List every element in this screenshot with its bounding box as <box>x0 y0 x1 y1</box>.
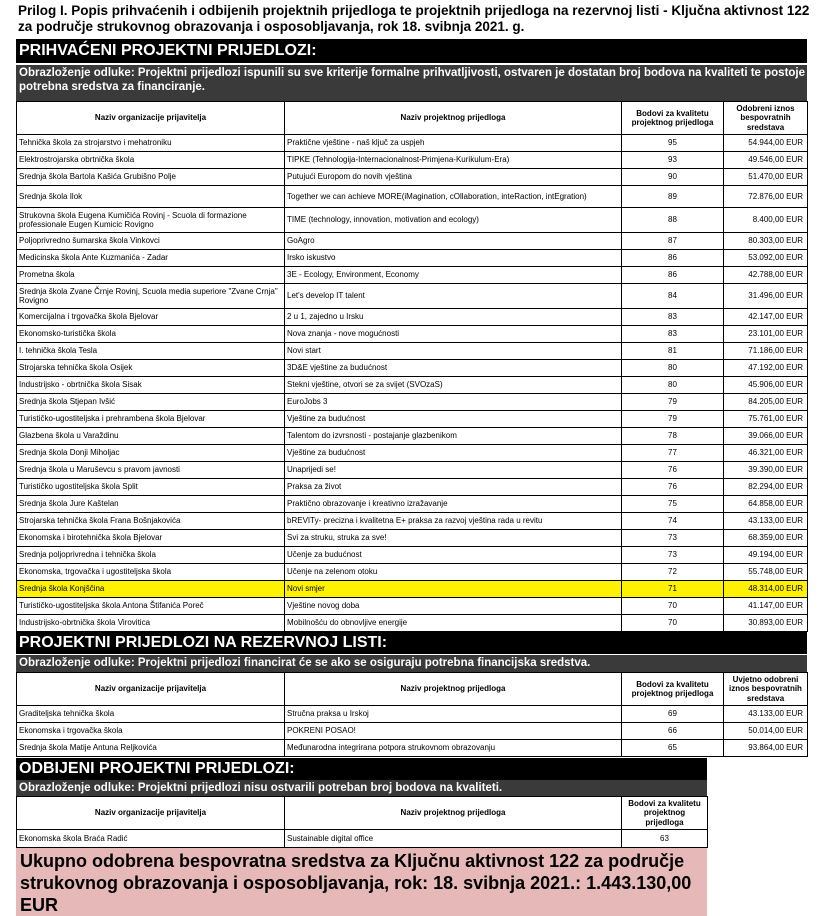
cell-project: Nova znanja - nove mogućnosti <box>285 326 622 343</box>
cell-project: EuroJobs 3 <box>285 394 622 411</box>
cell-points: 78 <box>622 428 724 445</box>
cell-project: Mobilnošću do obnovljive energije <box>285 615 622 632</box>
cell-points: 73 <box>622 547 724 564</box>
cell-project: Stekni vještine, otvori se za svijet (SVOzaS) <box>285 377 622 394</box>
cell-org: Industrijsko-obrtnička škola Virovitica <box>17 615 285 632</box>
reserve-explanation: Obrazloženje odluke: Projektni prijedlozi financirat će se ako se osiguraju potrebna financijska sredstva. <box>16 655 807 672</box>
cell-project: Praksa za život <box>285 479 622 496</box>
cell-points: 83 <box>622 309 724 326</box>
cell-org: Srednja škola Donji Miholjac <box>17 445 285 462</box>
table-row <box>17 135 808 152</box>
cell-org: Srednja škola u Maruševcu s pravom javnosti <box>17 462 285 479</box>
table-row <box>17 208 808 233</box>
table-row <box>17 706 808 723</box>
cell-points: 93 <box>622 152 724 169</box>
cell-amount: 39.390,00 EUR <box>724 462 808 479</box>
cell-points: 66 <box>622 723 724 740</box>
cell-project: POKRENI POSAO! <box>285 723 622 740</box>
column-header-points: Bodovi za kvalitetu projektnog prijedloga <box>622 102 724 135</box>
cell-org: Komercijalna i trgovačka škola Bjelovar <box>17 309 285 326</box>
cell-org: Ekonomska i birotehnička škola Bjelovar <box>17 530 285 547</box>
cell-points: 81 <box>622 343 724 360</box>
cell-amount: 8.400,00 EUR <box>724 208 808 233</box>
cell-project: 3E - Ecology, Environment, Economy <box>285 267 622 284</box>
cell-project: Irsko iskustvo <box>285 250 622 267</box>
cell-amount: 31.496,00 EUR <box>724 284 808 309</box>
table-row <box>17 723 808 740</box>
cell-org: Srednja škola Konjščina <box>17 581 285 598</box>
table-row <box>17 377 808 394</box>
column-header-org: Naziv organizacije prijavitelja <box>17 797 285 830</box>
cell-amount: 71.186,00 EUR <box>724 343 808 360</box>
table-row <box>17 152 808 169</box>
column-header-org: Naziv organizacije prijavitelja <box>17 102 285 135</box>
cell-project: 2 u 1, zajedno u Irsku <box>285 309 622 326</box>
cell-points: 84 <box>622 284 724 309</box>
cell-amount: 51.470,00 EUR <box>724 169 808 186</box>
rejected-explanation: Obrazloženje odluke: Projektni prijedlozi nisu ostvarili potreban broj bodova na kvaliteti. <box>16 780 707 796</box>
column-header-org: Naziv organizacije prijavitelja <box>17 673 285 706</box>
cell-points: 63 <box>622 830 708 848</box>
cell-org: Srednja poljoprivredna i tehnička škola <box>17 547 285 564</box>
cell-amount: 50.014,00 EUR <box>724 723 808 740</box>
table-row <box>17 250 808 267</box>
cell-amount: 82.294,00 EUR <box>724 479 808 496</box>
cell-org: Graditeljska tehnička škola <box>17 706 285 723</box>
cell-amount: 30.893,00 EUR <box>724 615 808 632</box>
cell-amount: 75.761,00 EUR <box>724 411 808 428</box>
table-row <box>17 830 708 848</box>
cell-project: Vještine za budućnost <box>285 411 622 428</box>
cell-project: Vještine za budućnost <box>285 445 622 462</box>
cell-org: Turističko ugostiteljska škola Split <box>17 479 285 496</box>
cell-amount: 84.205,00 EUR <box>724 394 808 411</box>
cell-points: 76 <box>622 462 724 479</box>
table-row <box>17 547 808 564</box>
cell-project: Međunarodna integrirana potpora strukovnom obrazovanju <box>285 740 622 757</box>
rejected-table <box>16 796 708 848</box>
cell-project: Novi start <box>285 343 622 360</box>
accepted-heading: PRIHVAĆENI PROJEKTNI PRIJEDLOZI: <box>16 39 807 63</box>
table-row <box>17 740 808 757</box>
cell-org: Elektrostrojarska obrtnička škola <box>17 152 285 169</box>
cell-points: 77 <box>622 445 724 462</box>
table-row <box>17 169 808 186</box>
cell-points: 79 <box>622 411 724 428</box>
cell-org: Medicinska škola Ante Kuzmanića - Zadar <box>17 250 285 267</box>
reserve-heading: PROJEKTNI PRIJEDLOZI NA REZERVNOJ LISTI: <box>16 632 807 654</box>
cell-amount: 54.944,00 EUR <box>724 135 808 152</box>
cell-project: Putujući Europom do novih vještina <box>285 169 622 186</box>
cell-amount: 68.359,00 EUR <box>724 530 808 547</box>
cell-org: Industrijsko - obrtnička škola Sisak <box>17 377 285 394</box>
cell-org: Strukovna škola Eugena Kumičića Rovinj - Scuola di formazione professionale Eugen Kumicic Rovigno <box>17 208 285 233</box>
cell-points: 70 <box>622 598 724 615</box>
column-header-amount: Uvjetno odobreni iznos bespovratnih sredstava <box>724 673 808 706</box>
cell-org: Srednja škola Ilok <box>17 186 285 208</box>
cell-points: 72 <box>622 564 724 581</box>
cell-project: TIPKE (Tehnologija-Internacionalnost-Primjena-Kurikulum-Era) <box>285 152 622 169</box>
cell-points: 80 <box>622 360 724 377</box>
cell-project: TIME (technology, innovation, motivation and ecology) <box>285 208 622 233</box>
table-row <box>17 513 808 530</box>
cell-points: 95 <box>622 135 724 152</box>
cell-amount: 80.303,00 EUR <box>724 233 808 250</box>
cell-amount: 47.192,00 EUR <box>724 360 808 377</box>
table-row <box>17 411 808 428</box>
cell-amount: 55.748,00 EUR <box>724 564 808 581</box>
cell-points: 75 <box>622 496 724 513</box>
table-row <box>17 394 808 411</box>
cell-org: Prometna škola <box>17 267 285 284</box>
table-row <box>17 343 808 360</box>
cell-points: 86 <box>622 250 724 267</box>
cell-amount: 53.092,00 EUR <box>724 250 808 267</box>
cell-org: Poljoprivredno šumarska škola Vinkovci <box>17 233 285 250</box>
cell-project: Svi za struku, struka za sve! <box>285 530 622 547</box>
cell-amount: 43.133,00 EUR <box>724 706 808 723</box>
cell-amount: 49.546,00 EUR <box>724 152 808 169</box>
cell-project: Praktično obrazovanje i kreativno izražavanje <box>285 496 622 513</box>
cell-org: Ekonomska, trgovačka i ugostiteljska škola <box>17 564 285 581</box>
column-header-project: Naziv projektnog prijedloga <box>285 102 622 135</box>
cell-amount: 39.066,00 EUR <box>724 428 808 445</box>
cell-org: I. tehnička škola Tesla <box>17 343 285 360</box>
cell-points: 80 <box>622 377 724 394</box>
cell-org: Ekonomsko-turistička škola <box>17 326 285 343</box>
cell-project: Učenje za budućnost <box>285 547 622 564</box>
table-row <box>17 598 808 615</box>
table-row <box>17 360 808 377</box>
cell-org: Strojarska tehnička škola Frana Bošnjakovića <box>17 513 285 530</box>
cell-project: Praktične vještine - naš ključ za uspjeh <box>285 135 622 152</box>
cell-amount: 45.906,00 EUR <box>724 377 808 394</box>
cell-org: Tehnička škola za strojarstvo i mehatroniku <box>17 135 285 152</box>
cell-project: GoAgro <box>285 233 622 250</box>
cell-project: Sustainable digital office <box>285 830 622 848</box>
cell-amount: 23.101,00 EUR <box>724 326 808 343</box>
cell-org: Ekonomska škola Braća Radić <box>17 830 285 848</box>
cell-org: Srednja škola Jure Kaštelan <box>17 496 285 513</box>
cell-project: Unaprijedi se! <box>285 462 622 479</box>
cell-points: 76 <box>622 479 724 496</box>
table-row <box>17 284 808 309</box>
cell-amount: 48.314,00 EUR <box>724 581 808 598</box>
cell-project: bREVITy- precizna i kvalitetna E+ praksa za razvoj vještina rada u revitu <box>285 513 622 530</box>
cell-points: 73 <box>622 530 724 547</box>
table-row <box>17 564 808 581</box>
table-row <box>17 309 808 326</box>
cell-project: Vještine novog doba <box>285 598 622 615</box>
cell-points: 90 <box>622 169 724 186</box>
table-row <box>17 615 808 632</box>
cell-points: 70 <box>622 615 724 632</box>
table-row <box>17 581 808 598</box>
cell-org: Glazbena škola u Varaždinu <box>17 428 285 445</box>
reserve-table <box>16 672 808 757</box>
table-row <box>17 267 808 284</box>
accepted-table <box>16 101 808 632</box>
table-row <box>17 530 808 547</box>
cell-points: 65 <box>622 740 724 757</box>
cell-project: Stručna praksa u Irskoj <box>285 706 622 723</box>
cell-amount: 93.864,00 EUR <box>724 740 808 757</box>
cell-amount: 42.147,00 EUR <box>724 309 808 326</box>
cell-org: Srednja škola Bartola Kašića Grubišno Polje <box>17 169 285 186</box>
cell-org: Srednja škola Stjepan Ivšić <box>17 394 285 411</box>
column-header-amount: Odobreni iznos bespovratnih sredstava <box>724 102 808 135</box>
page-title: Prilog I. Popis prihvaćenih i odbijenih projektnih prijedloga te projektnih prijedloga na rezervnoj listi - Ključna aktivnost 122 za područje strukovnog obrazovanja i osposobljavanja, rok 18. svibnja 2021. g. <box>18 3 810 34</box>
accepted-explanation: Obrazloženje odluke: Projektni prijedlozi ispunili su sve kriterije formalne prihvatljivosti, ostvaren je dostatan broj bodova na kvaliteti te postoje potrebna sredstva za financiranje. <box>16 65 807 101</box>
cell-amount: 64.858,00 EUR <box>724 496 808 513</box>
column-header-project: Naziv projektnog prijedloga <box>285 673 622 706</box>
cell-org: Turističko-ugostiteljska i prehrambena škola Bjelovar <box>17 411 285 428</box>
cell-project: Učenje na zelenom otoku <box>285 564 622 581</box>
cell-amount: 42.788,00 EUR <box>724 267 808 284</box>
cell-points: 83 <box>622 326 724 343</box>
table-row <box>17 186 808 208</box>
cell-points: 86 <box>622 267 724 284</box>
cell-project: Novi smjer <box>285 581 622 598</box>
cell-org: Strojarska tehnička škola Osijek <box>17 360 285 377</box>
table-row <box>17 479 808 496</box>
cell-amount: 43.133,00 EUR <box>724 513 808 530</box>
cell-project: Talentom do izvrsnosti - postajanje glazbenikom <box>285 428 622 445</box>
total-summary: Ukupno odobrena bespovratna sredstva za Ključnu aktivnost 122 za područje strukovnog obrazovanja i osposobljavanja, rok: 18. svibnja 2021.: 1.443.130,00 EUR <box>16 848 707 916</box>
table-row <box>17 428 808 445</box>
cell-points: 74 <box>622 513 724 530</box>
cell-amount: 46.321,00 EUR <box>724 445 808 462</box>
column-header-project: Naziv projektnog prijedloga <box>285 797 622 830</box>
table-row <box>17 445 808 462</box>
cell-amount: 72.876,00 EUR <box>724 186 808 208</box>
cell-org: Srednja škola Zvane Črnje Rovinj, Scuola media superiore "Zvane Crnja" Rovigno <box>17 284 285 309</box>
table-row <box>17 326 808 343</box>
column-header-points: Bodovi za kvalitetu projektnog prijedloga <box>622 797 708 830</box>
table-row <box>17 462 808 479</box>
cell-amount: 49.194,00 EUR <box>724 547 808 564</box>
column-header-points: Bodovi za kvalitetu projektnog prijedloga <box>622 673 724 706</box>
cell-points: 89 <box>622 186 724 208</box>
cell-amount: 41.147,00 EUR <box>724 598 808 615</box>
cell-points: 71 <box>622 581 724 598</box>
rejected-heading: ODBIJENI PROJEKTNI PRIJEDLOZI: <box>16 758 707 780</box>
cell-points: 69 <box>622 706 724 723</box>
cell-org: Srednja škola Matije Antuna Reljkovića <box>17 740 285 757</box>
cell-project: Together we can achieve MORE(iMagination, cOllaboration, inteRaction, intEgration) <box>285 186 622 208</box>
cell-org: Ekonomska i trgovačka škola <box>17 723 285 740</box>
cell-project: 3D&E vještine za budućnost <box>285 360 622 377</box>
cell-org: Turističko-ugostiteljska škola Antona Štifanića Poreč <box>17 598 285 615</box>
cell-points: 87 <box>622 233 724 250</box>
cell-points: 79 <box>622 394 724 411</box>
table-row <box>17 496 808 513</box>
cell-project: Let's develop IT talent <box>285 284 622 309</box>
cell-points: 88 <box>622 208 724 233</box>
table-row <box>17 233 808 250</box>
